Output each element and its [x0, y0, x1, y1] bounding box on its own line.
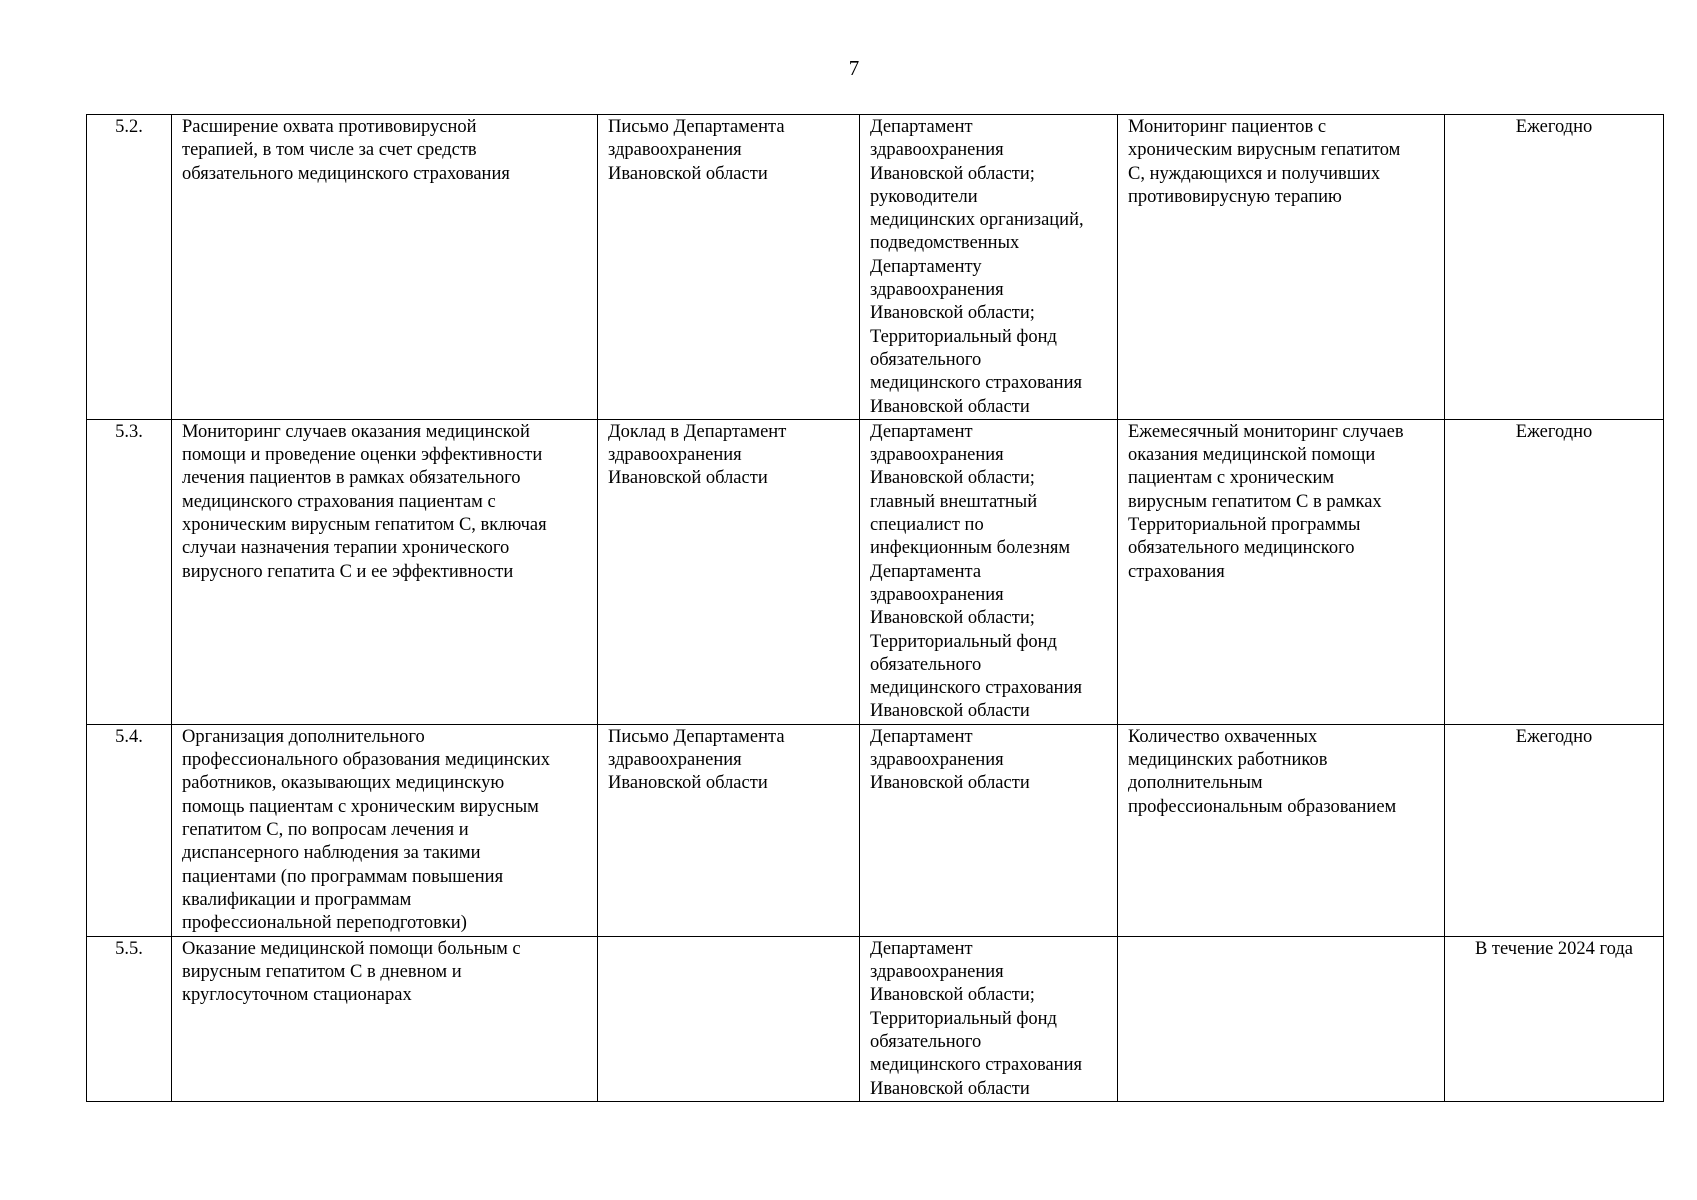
activity-text: Организация дополнительного профессионального образования медицинских работников, оказывающих медицинскую помощь пациентам с хроническим вирусным гепатитом С, по вопросам лечения и диспансерного наблюдения за такими пациентами (по программам повышения квалификации и программам профессиональной переподготовки): [182, 726, 550, 934]
document-cell: [598, 936, 860, 1101]
term-text: Ежегодно: [1515, 726, 1593, 747]
executors-cell: [860, 115, 1118, 420]
indicator-cell: [1118, 419, 1445, 724]
item-number: 5.3.: [115, 421, 143, 442]
table-row: [87, 936, 1664, 1101]
table-row: [87, 115, 1664, 420]
item-number: 5.5.: [115, 938, 143, 959]
activity-cell: [172, 936, 598, 1101]
item-number-cell: [87, 936, 172, 1101]
document-cell: [598, 724, 860, 936]
document-cell: [598, 115, 860, 420]
indicator-text: Мониторинг пациентов с хроническим вирусным гепатитом С, нуждающихся и получивших противовирусную терапию: [1128, 117, 1401, 207]
indicator-cell: [1118, 115, 1445, 420]
page-number: 7: [848, 56, 860, 80]
indicator-cell: [1118, 936, 1445, 1101]
term-cell: [1445, 724, 1664, 936]
item-number: 5.4.: [115, 726, 143, 747]
term-text: В течение 2024 года: [1474, 938, 1634, 959]
document-cell: [598, 419, 860, 724]
activity-text: Расширение охвата противовирусной терапией, в том числе за счет средств обязательного медицинского страхования: [182, 117, 510, 184]
item-number-cell: [87, 724, 172, 936]
document-text: Доклад в Департамент здравоохранения Ивановской области: [608, 421, 787, 489]
term-cell: [1445, 936, 1664, 1101]
term-cell: [1445, 419, 1664, 724]
term-text: Ежегодно: [1515, 117, 1593, 137]
item-number: 5.2.: [115, 117, 143, 137]
item-number-cell: [87, 115, 172, 420]
executors-cell: [860, 936, 1118, 1101]
executors-cell: [860, 419, 1118, 724]
document-text: Письмо Департамента здравоохранения Ивановской области: [608, 117, 785, 184]
activity-text: Мониторинг случаев оказания медицинской помощи и проведение оценки эффективности лечения пациентов в рамках обязательного медицинского страхования пациентам с хроническим вирусным гепатитом С, включая случаи назначения терапии хронического вирусного гепатита С и ее эффективности: [182, 421, 547, 582]
table-row: [87, 724, 1664, 936]
indicator-cell: [1118, 724, 1445, 936]
indicator-text: Количество охваченных медицинских работников дополнительным профессиональным образованием: [1128, 726, 1397, 817]
activity-text: Оказание медицинской помощи больным с вирусным гепатитом С в дневном и круглосуточном стационарах: [182, 938, 521, 1006]
indicator-text: Ежемесячный мониторинг случаев оказания медицинской помощи пациентам с хроническим вирусным гепатитом С в рамках Территориальной программы обязательного медицинского страхования: [1128, 421, 1404, 582]
executors-text: Департамент здравоохранения Ивановской области: [870, 726, 1030, 794]
executors-text: Департамент здравоохранения Ивановской области; руководители медицинских организаций, подведомственных Департаменту здравоохранения Ивановской области; Территориальный фонд обязательного медицинского страхования Ивановской области: [870, 117, 1084, 417]
activity-cell: [172, 419, 598, 724]
executors-text: Департамент здравоохранения Ивановской области; главный внештатный специалист по инфекционным болезням Департамента здравоохранения Ивановской области; Территориальный фонд обязательного медицинского страхования Ивановской области: [870, 421, 1082, 722]
activity-cell: [172, 724, 598, 936]
executors-cell: [860, 724, 1118, 936]
item-number-cell: [87, 419, 172, 724]
measures-table: [86, 114, 1664, 1102]
executors-text: Департамент здравоохранения Ивановской области; Территориальный фонд обязательного медицинского страхования Ивановской области: [870, 938, 1082, 1099]
document-text: Письмо Департамента здравоохранения Ивановской области: [608, 726, 785, 794]
term-cell: [1445, 115, 1664, 420]
activity-cell: [172, 115, 598, 420]
term-text: Ежегодно: [1515, 421, 1593, 442]
table-row: [87, 419, 1664, 724]
